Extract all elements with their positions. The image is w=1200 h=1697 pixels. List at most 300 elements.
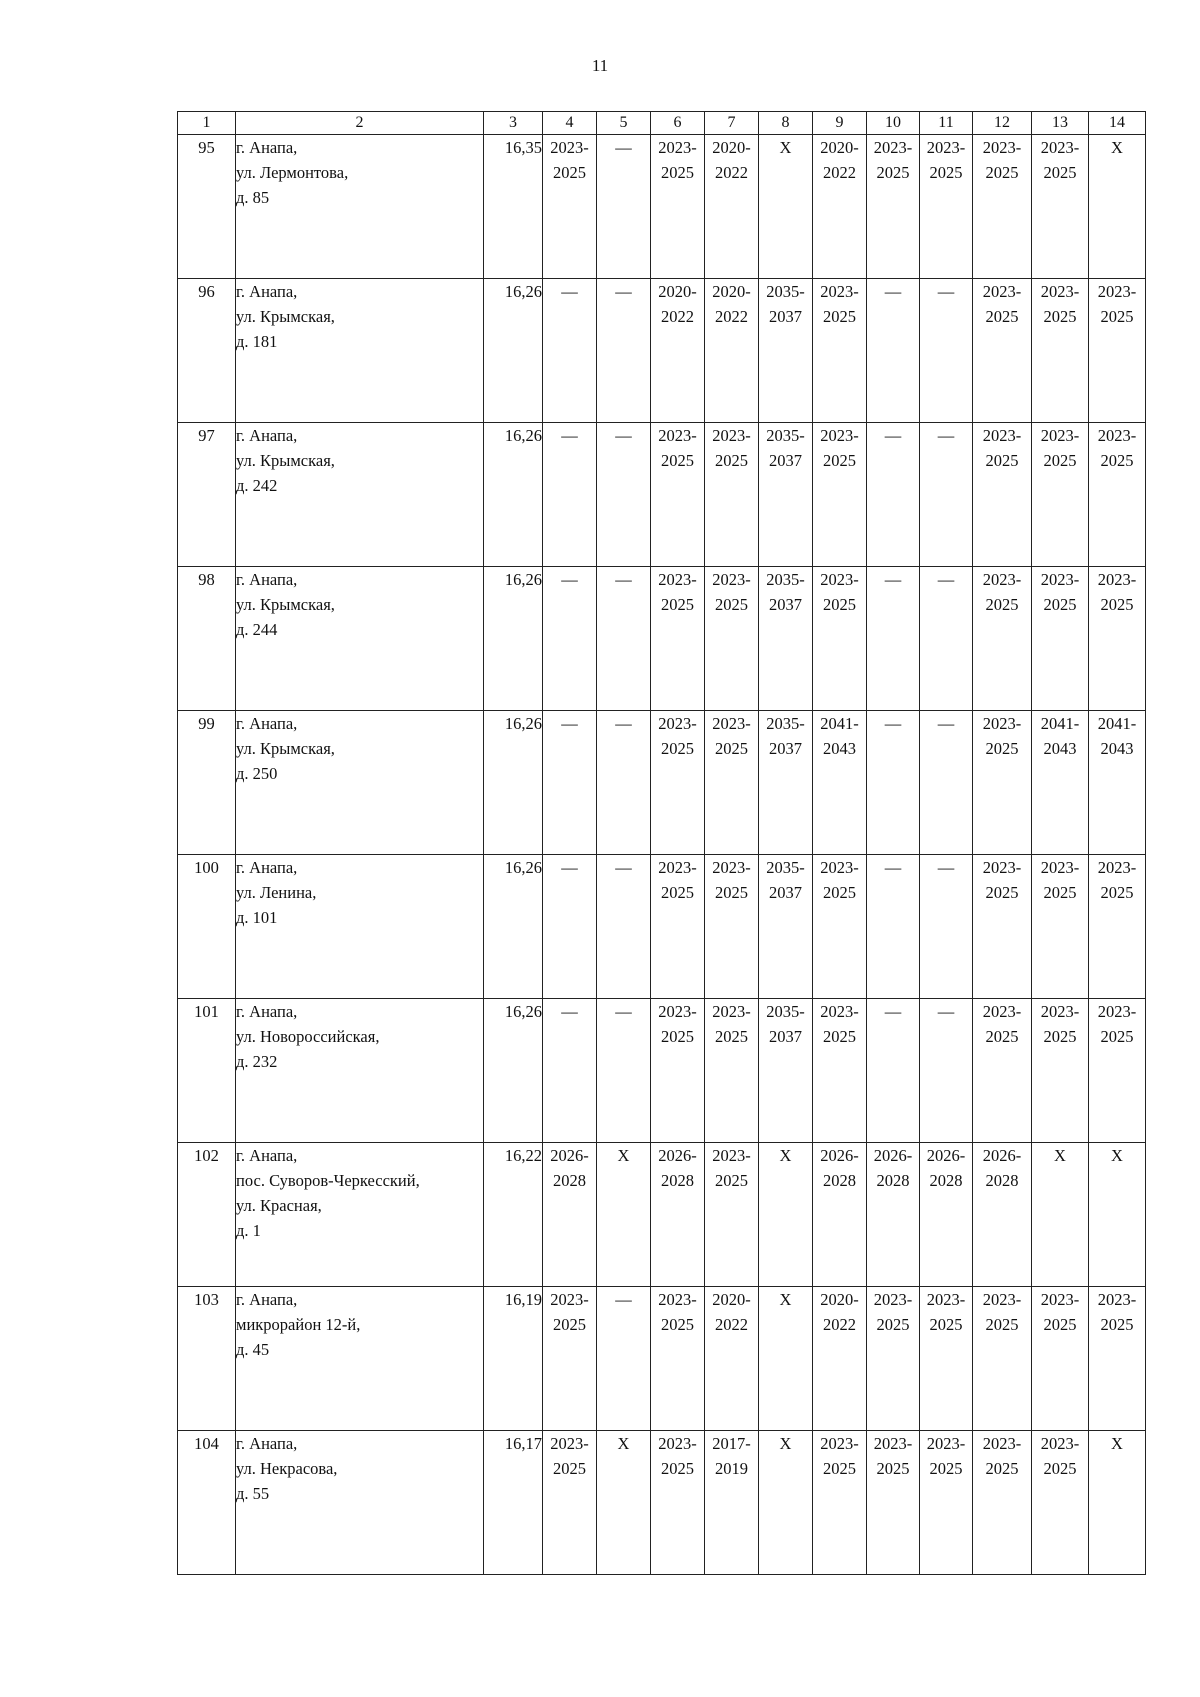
cell-line: 2023- — [982, 1002, 1022, 1021]
page-number: 11 — [591, 56, 609, 75]
value-cell-5 — [597, 711, 651, 855]
value-cell-6 — [651, 135, 705, 279]
value-cell-12 — [973, 999, 1032, 1143]
value-cell-9 — [813, 135, 867, 279]
header-row — [178, 112, 1146, 135]
cell-line: 2023- — [1097, 1290, 1137, 1309]
address-line: д. 181 — [236, 332, 278, 351]
cell-line: — — [937, 282, 955, 301]
cell-line: 2020- — [712, 138, 751, 157]
value-cell-13 — [1032, 279, 1089, 423]
value-cell-12 — [973, 1143, 1032, 1287]
cell-line: 2023- — [926, 1290, 966, 1309]
address-line: д. 250 — [236, 764, 278, 783]
value-cell-12 — [973, 423, 1032, 567]
value-cell-8 — [759, 279, 813, 423]
value-cell-5 — [597, 279, 651, 423]
cell-line: 2023- — [550, 1290, 589, 1309]
cell-line: 2023- — [712, 426, 751, 445]
value-cell-11 — [920, 135, 973, 279]
value-cell-5 — [597, 1143, 651, 1287]
value-cell-7 — [705, 711, 759, 855]
cell-line: 2025 — [553, 163, 586, 182]
cell-line: — — [884, 570, 902, 589]
cell-line: 2025 — [985, 883, 1019, 902]
value-cell-3: 16,26 — [484, 999, 543, 1143]
value-cell-4 — [543, 279, 597, 423]
cell-line: 2023- — [658, 858, 697, 877]
value-cell-6 — [651, 1143, 705, 1287]
cell-line: 2037 — [769, 883, 802, 902]
cell-line: 2035- — [766, 570, 805, 589]
cell-line: 2025 — [1043, 595, 1077, 614]
cell-line: 2023- — [658, 1434, 697, 1453]
cell-line: 2025 — [1100, 883, 1134, 902]
address-cell — [236, 999, 484, 1143]
value-cell-9 — [813, 999, 867, 1143]
value-cell-9 — [813, 1143, 867, 1287]
cell-line: — — [884, 1002, 902, 1021]
value-cell-3: 16,26 — [484, 423, 543, 567]
value-cell-6 — [651, 279, 705, 423]
cell-line: 2025 — [823, 595, 856, 614]
cell-line: 2025 — [661, 1027, 694, 1046]
value-cell-4 — [543, 711, 597, 855]
cell-line: 2025 — [661, 1315, 694, 1334]
value-cell-9 — [813, 279, 867, 423]
value-cell-4 — [543, 135, 597, 279]
cell-line: 2023- — [820, 282, 859, 301]
value-cell-10 — [867, 279, 920, 423]
cell-line: 2025 — [1100, 451, 1134, 470]
cell-line: 2026- — [926, 1146, 966, 1165]
cell-line: — — [561, 570, 578, 589]
cell-line: 2023- — [1040, 858, 1080, 877]
address-line: г. Анапа, — [236, 570, 298, 589]
cell-line: 2025 — [1043, 163, 1077, 182]
value-cell-10 — [867, 711, 920, 855]
cell-line: 2023- — [712, 1002, 751, 1021]
cell-line: 2025 — [553, 1459, 586, 1478]
cell-line: 2020- — [658, 282, 697, 301]
cell-line: 2023- — [1097, 858, 1137, 877]
cell-line: 2023- — [982, 1290, 1022, 1309]
address-line: г. Анапа, — [236, 426, 298, 445]
cell-line: 2025 — [1100, 1027, 1134, 1046]
cell-line: 2023- — [658, 714, 697, 733]
cell-line: 2025 — [715, 595, 748, 614]
value-cell-8 — [759, 1287, 813, 1431]
column-header-9: 9 — [813, 112, 867, 135]
cell-line: 2028 — [553, 1171, 586, 1190]
value-cell-13 — [1032, 567, 1089, 711]
cell-line: — — [937, 426, 955, 445]
value-cell-4 — [543, 855, 597, 999]
value-cell-3: 16,26 — [484, 855, 543, 999]
table-row — [178, 423, 1146, 567]
cell-line: 2035- — [766, 282, 805, 301]
cell-line: — — [615, 570, 632, 589]
value-cell-12 — [973, 1431, 1032, 1575]
value-cell-14 — [1089, 1431, 1146, 1575]
address-line: ул. Крымская, — [236, 595, 335, 614]
address-line: ул. Ленина, — [236, 883, 317, 902]
cell-line: 2025 — [715, 451, 748, 470]
table-row — [178, 1431, 1146, 1575]
cell-line: — — [561, 282, 578, 301]
cell-line: 2022 — [661, 307, 694, 326]
cell-line: 2025 — [661, 595, 694, 614]
value-cell-9 — [813, 711, 867, 855]
cell-line: 2023- — [926, 1434, 966, 1453]
cell-line: 2023- — [550, 1434, 589, 1453]
table-row — [178, 855, 1146, 999]
cell-line: 2025 — [985, 739, 1019, 758]
cell-line: 2023- — [658, 426, 697, 445]
value-cell-7 — [705, 1143, 759, 1287]
cell-line: — — [615, 282, 632, 301]
column-header-10: 10 — [867, 112, 920, 135]
value-cell-10 — [867, 1143, 920, 1287]
cell-line: 2020- — [820, 138, 859, 157]
address-line: пос. Суворов-Черкесский, — [236, 1171, 420, 1190]
cell-line: X — [779, 138, 792, 157]
row-number: 96 — [178, 279, 236, 423]
cell-line: — — [615, 714, 632, 733]
cell-line: — — [884, 282, 902, 301]
table-row — [178, 1143, 1146, 1287]
cell-line: 2025 — [929, 1459, 963, 1478]
value-cell-8 — [759, 999, 813, 1143]
value-cell-13 — [1032, 135, 1089, 279]
value-cell-8 — [759, 423, 813, 567]
value-cell-11 — [920, 567, 973, 711]
value-cell-12 — [973, 1287, 1032, 1431]
value-cell-10 — [867, 423, 920, 567]
value-cell-10 — [867, 135, 920, 279]
row-number: 102 — [178, 1143, 236, 1287]
row-number: 99 — [178, 711, 236, 855]
cell-line: 2019 — [715, 1459, 748, 1478]
cell-line: 2023- — [1040, 426, 1080, 445]
cell-line: — — [615, 1290, 632, 1309]
column-header-13: 13 — [1032, 112, 1089, 135]
cell-line: 2026- — [658, 1146, 697, 1165]
value-cell-14 — [1089, 567, 1146, 711]
value-cell-11 — [920, 1287, 973, 1431]
value-cell-3: 16,35 — [484, 135, 543, 279]
cell-line: 2025 — [1043, 307, 1077, 326]
cell-line: 2023- — [926, 138, 966, 157]
value-cell-14 — [1089, 1287, 1146, 1431]
value-cell-13 — [1032, 855, 1089, 999]
cell-line: 2023- — [712, 1146, 751, 1165]
address-line: д. 55 — [236, 1484, 270, 1503]
table-row — [178, 135, 1146, 279]
cell-line: 2023- — [982, 1434, 1022, 1453]
cell-line: 2023- — [658, 1290, 697, 1309]
value-cell-7 — [705, 423, 759, 567]
cell-line: 2023- — [1097, 426, 1137, 445]
value-cell-12 — [973, 711, 1032, 855]
value-cell-9 — [813, 1287, 867, 1431]
value-cell-6 — [651, 567, 705, 711]
address-line: ул. Крымская, — [236, 307, 335, 326]
row-number: 104 — [178, 1431, 236, 1575]
row-number: 98 — [178, 567, 236, 711]
cell-line: 2025 — [823, 307, 856, 326]
value-cell-8 — [759, 1431, 813, 1575]
column-header-4: 4 — [543, 112, 597, 135]
cell-line: 2026- — [982, 1146, 1022, 1165]
cell-line: — — [561, 426, 578, 445]
value-cell-3: 16,17 — [484, 1431, 543, 1575]
cell-line: 2023- — [712, 570, 751, 589]
value-cell-3: 16,26 — [484, 567, 543, 711]
cell-line: X — [779, 1434, 792, 1453]
cell-line: — — [615, 426, 632, 445]
value-cell-5 — [597, 567, 651, 711]
address-line: д. 242 — [236, 476, 278, 495]
cell-line: 2023- — [982, 858, 1022, 877]
cell-line: — — [615, 1002, 632, 1021]
value-cell-10 — [867, 1431, 920, 1575]
cell-line: 2025 — [876, 1459, 910, 1478]
row-number: 97 — [178, 423, 236, 567]
value-cell-10 — [867, 855, 920, 999]
column-header-1: 1 — [178, 112, 236, 135]
cell-line: 2023- — [1040, 1002, 1080, 1021]
cell-line: 2026- — [550, 1146, 589, 1165]
value-cell-7 — [705, 855, 759, 999]
address-line: г. Анапа, — [236, 1290, 298, 1309]
cell-line: 2023- — [873, 138, 913, 157]
cell-line: 2022 — [715, 163, 748, 182]
cell-line: 2023- — [658, 570, 697, 589]
address-line: д. 85 — [236, 188, 270, 207]
cell-line: 2025 — [1043, 451, 1077, 470]
cell-line: 2025 — [1100, 307, 1134, 326]
cell-line: 2022 — [823, 163, 856, 182]
value-cell-11 — [920, 423, 973, 567]
cell-line: 2023- — [712, 858, 751, 877]
address-line: ул. Крымская, — [236, 451, 335, 470]
address-cell — [236, 855, 484, 999]
cell-line: 2025 — [1043, 883, 1077, 902]
column-header-12: 12 — [973, 112, 1032, 135]
value-cell-5 — [597, 135, 651, 279]
column-header-11: 11 — [920, 112, 973, 135]
value-cell-4 — [543, 1431, 597, 1575]
column-header-5: 5 — [597, 112, 651, 135]
cell-line: 2025 — [661, 1459, 694, 1478]
table-row — [178, 567, 1146, 711]
address-line: ул. Некрасова, — [236, 1459, 338, 1478]
cell-line: 2022 — [715, 1315, 748, 1334]
cell-line: 2020- — [712, 1290, 751, 1309]
cell-line: 2025 — [985, 307, 1019, 326]
address-cell — [236, 567, 484, 711]
value-cell-11 — [920, 1143, 973, 1287]
address-line: г. Анапа, — [236, 1002, 298, 1021]
value-cell-11 — [920, 1431, 973, 1575]
cell-line: 2025 — [661, 451, 694, 470]
table-row — [178, 1287, 1146, 1431]
cell-line: 2023- — [982, 426, 1022, 445]
cell-line: 2028 — [661, 1171, 694, 1190]
cell-line: 2023- — [982, 138, 1022, 157]
column-header-2: 2 — [236, 112, 484, 135]
cell-line: — — [937, 570, 955, 589]
cell-line: — — [884, 714, 902, 733]
cell-line: 2025 — [715, 883, 748, 902]
value-cell-13 — [1032, 999, 1089, 1143]
value-cell-3: 16,26 — [484, 711, 543, 855]
row-number: 100 — [178, 855, 236, 999]
cell-line: 2025 — [985, 163, 1019, 182]
cell-line: X — [1111, 1146, 1123, 1165]
cell-line: 2017- — [712, 1434, 751, 1453]
cell-line: 2023- — [1097, 1002, 1137, 1021]
cell-line: 2025 — [823, 451, 856, 470]
cell-line: — — [884, 426, 902, 445]
address-line: г. Анапа, — [236, 1146, 298, 1165]
value-cell-7 — [705, 135, 759, 279]
value-cell-13 — [1032, 711, 1089, 855]
cell-line: 2023- — [982, 714, 1022, 733]
cell-line: 2035- — [766, 858, 805, 877]
cell-line: 2035- — [766, 1002, 805, 1021]
row-number: 95 — [178, 135, 236, 279]
row-number: 101 — [178, 999, 236, 1143]
address-cell — [236, 1143, 484, 1287]
value-cell-7 — [705, 279, 759, 423]
address-cell — [236, 423, 484, 567]
cell-line: 2035- — [766, 426, 805, 445]
value-cell-8 — [759, 711, 813, 855]
data-table — [177, 111, 1146, 1575]
address-cell — [236, 279, 484, 423]
value-cell-7 — [705, 999, 759, 1143]
cell-line: 2020- — [712, 282, 751, 301]
cell-line: 2037 — [769, 1027, 802, 1046]
value-cell-4 — [543, 423, 597, 567]
value-cell-14 — [1089, 279, 1146, 423]
cell-line: 2028 — [823, 1171, 856, 1190]
address-line: д. 45 — [236, 1340, 270, 1359]
value-cell-8 — [759, 855, 813, 999]
value-cell-8 — [759, 135, 813, 279]
address-line: д. 232 — [236, 1052, 278, 1071]
cell-line: X — [1054, 1146, 1066, 1165]
value-cell-4 — [543, 1287, 597, 1431]
address-line: д. 1 — [236, 1221, 261, 1240]
cell-line: 2023- — [1097, 282, 1137, 301]
value-cell-12 — [973, 135, 1032, 279]
value-cell-8 — [759, 567, 813, 711]
cell-line: 2037 — [769, 307, 802, 326]
address-line: микрорайон 12-й, — [236, 1315, 361, 1334]
cell-line: 2023- — [873, 1290, 913, 1309]
cell-line: — — [561, 714, 578, 733]
cell-line: 2025 — [553, 1315, 586, 1334]
cell-line: 2025 — [985, 451, 1019, 470]
cell-line: 2023- — [982, 570, 1022, 589]
cell-line: 2028 — [929, 1171, 963, 1190]
cell-line: 2026- — [820, 1146, 859, 1165]
cell-line: 2035- — [766, 714, 805, 733]
value-cell-13 — [1032, 423, 1089, 567]
value-cell-8 — [759, 1143, 813, 1287]
cell-line: 2023- — [550, 138, 589, 157]
cell-line: 2023- — [820, 570, 859, 589]
cell-line: 2041- — [1040, 714, 1080, 733]
value-cell-11 — [920, 711, 973, 855]
value-cell-5 — [597, 1431, 651, 1575]
value-cell-14 — [1089, 855, 1146, 999]
cell-line: 2025 — [985, 1315, 1019, 1334]
table-row — [178, 279, 1146, 423]
value-cell-6 — [651, 855, 705, 999]
value-cell-5 — [597, 855, 651, 999]
value-cell-10 — [867, 999, 920, 1143]
cell-line: X — [617, 1146, 630, 1165]
cell-line: 2023- — [982, 282, 1022, 301]
cell-line: 2023- — [820, 858, 859, 877]
value-cell-10 — [867, 1287, 920, 1431]
cell-line: 2043 — [823, 739, 856, 758]
cell-line: 2022 — [715, 307, 748, 326]
column-header-8: 8 — [759, 112, 813, 135]
cell-line: 2025 — [876, 163, 910, 182]
cell-line: 2043 — [1100, 739, 1134, 758]
cell-line: X — [779, 1290, 792, 1309]
value-cell-6 — [651, 999, 705, 1143]
address-line: д. 244 — [236, 620, 278, 639]
cell-line: 2023- — [1040, 282, 1080, 301]
table-row — [178, 999, 1146, 1143]
cell-line: X — [617, 1434, 630, 1453]
cell-line: X — [1111, 1434, 1123, 1453]
row-number: 103 — [178, 1287, 236, 1431]
cell-line: 2025 — [1100, 595, 1134, 614]
cell-line: — — [937, 714, 955, 733]
value-cell-14 — [1089, 1143, 1146, 1287]
cell-line: 2025 — [985, 1027, 1019, 1046]
address-line: д. 101 — [236, 908, 278, 927]
value-cell-12 — [973, 279, 1032, 423]
column-header-7: 7 — [705, 112, 759, 135]
column-header-14: 14 — [1089, 112, 1146, 135]
cell-line: 2025 — [929, 163, 963, 182]
cell-line: 2025 — [715, 1027, 748, 1046]
cell-line: 2023- — [820, 1434, 859, 1453]
cell-line: 2025 — [823, 1459, 856, 1478]
cell-line: 2025 — [715, 1171, 748, 1190]
value-cell-11 — [920, 999, 973, 1143]
address-line: г. Анапа, — [236, 282, 298, 301]
cell-line: — — [615, 138, 632, 157]
cell-line: 2025 — [715, 739, 748, 758]
address-cell — [236, 1431, 484, 1575]
address-line: г. Анапа, — [236, 138, 298, 157]
cell-line: 2025 — [823, 1027, 856, 1046]
cell-line: 2023- — [658, 138, 697, 157]
cell-line: 2020- — [820, 1290, 859, 1309]
address-line: ул. Крымская, — [236, 739, 335, 758]
cell-line: 2023- — [873, 1434, 913, 1453]
cell-line: 2023- — [1040, 138, 1080, 157]
